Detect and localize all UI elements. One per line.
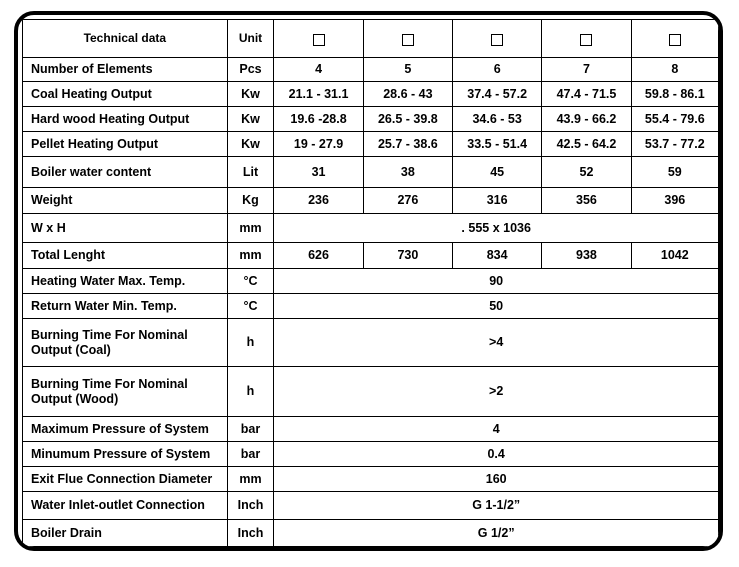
row-label: Coal Heating Output (23, 82, 228, 107)
row-label: Heating Water Max. Temp. (23, 269, 228, 294)
table-cell: 55.4 - 79.6 (631, 107, 718, 132)
row-label: Minumum Pressure of System (23, 442, 228, 467)
row-unit: Kw (227, 132, 274, 157)
row-unit: °C (227, 294, 274, 319)
checkbox-icon[interactable] (313, 34, 325, 46)
table-cell: 28.6 - 43 (363, 82, 452, 107)
technical-data-table (22, 19, 719, 547)
merged-value-cell: 4 (274, 417, 719, 442)
table-cell: 25.7 - 38.6 (363, 132, 452, 157)
table-row (23, 243, 719, 269)
row-label: Boiler water content (23, 157, 228, 188)
table-row (23, 107, 719, 132)
table-row (23, 417, 719, 442)
row-unit: Kw (227, 82, 274, 107)
row-label: Exit Flue Connection Diameter (23, 467, 228, 492)
table-cell: 53.7 - 77.2 (631, 132, 718, 157)
table-cell: 38 (363, 157, 452, 188)
table-cell: 31 (274, 157, 363, 188)
row-unit: mm (227, 214, 274, 243)
row-label: W x H (23, 214, 228, 243)
model-column-header (542, 20, 631, 58)
table-cell: 626 (274, 243, 363, 269)
model-column-header (631, 20, 718, 58)
checkbox-icon[interactable] (580, 34, 592, 46)
table-cell: 21.1 - 31.1 (274, 82, 363, 107)
row-label: Burning Time For Nominal Output (Wood) (23, 367, 228, 417)
row-unit: Kw (227, 107, 274, 132)
row-unit: h (227, 319, 274, 367)
table-cell: 4 (274, 58, 363, 82)
table-row (23, 492, 719, 520)
table-cell: 276 (363, 188, 452, 214)
table-row (23, 269, 719, 294)
table-cell: 834 (453, 243, 542, 269)
table-cell: 5 (363, 58, 452, 82)
checkbox-icon[interactable] (402, 34, 414, 46)
row-unit: mm (227, 467, 274, 492)
table-cell: 730 (363, 243, 452, 269)
merged-value-cell: G 1/2” (274, 520, 719, 547)
merged-value-cell: . 555 x 1036 (274, 214, 719, 243)
row-label: Weight (23, 188, 228, 214)
table-cell: 37.4 - 57.2 (453, 82, 542, 107)
table-cell: 396 (631, 188, 718, 214)
table-cell: 6 (453, 58, 542, 82)
row-unit: Inch (227, 492, 274, 520)
checkbox-icon[interactable] (669, 34, 681, 46)
table-row (23, 367, 719, 417)
table-row (23, 442, 719, 467)
table-row (23, 188, 719, 214)
row-unit: Pcs (227, 58, 274, 82)
row-label: Water Inlet-outlet Connection (23, 492, 228, 520)
merged-value-cell: >4 (274, 319, 719, 367)
table-cell: 356 (542, 188, 631, 214)
table-row (23, 58, 719, 82)
table-cell: 43.9 - 66.2 (542, 107, 631, 132)
table-cell: 19 - 27.9 (274, 132, 363, 157)
table-cell: 8 (631, 58, 718, 82)
row-label: Total Lenght (23, 243, 228, 269)
merged-value-cell: >2 (274, 367, 719, 417)
table-row (23, 132, 719, 157)
model-column-header (274, 20, 363, 58)
technical-data-heading: Technical data (23, 20, 228, 58)
table-row (23, 294, 719, 319)
row-label: Hard wood Heating Output (23, 107, 228, 132)
model-column-header (453, 20, 542, 58)
row-unit: mm (227, 243, 274, 269)
table-row (23, 319, 719, 367)
table-cell: 19.6 -28.8 (274, 107, 363, 132)
model-column-header (363, 20, 452, 58)
table-cell: 33.5 - 51.4 (453, 132, 542, 157)
merged-value-cell: 0.4 (274, 442, 719, 467)
merged-value-cell: G 1-1/2” (274, 492, 719, 520)
row-label: Burning Time For Nominal Output (Coal) (23, 319, 228, 367)
row-unit: bar (227, 442, 274, 467)
table-cell: 42.5 - 64.2 (542, 132, 631, 157)
table-cell: 59.8 - 86.1 (631, 82, 718, 107)
table-row (23, 157, 719, 188)
unit-heading: Unit (227, 20, 274, 58)
table-cell: 34.6 - 53 (453, 107, 542, 132)
table-cell: 236 (274, 188, 363, 214)
row-label: Number of Elements (23, 58, 228, 82)
merged-value-cell: 160 (274, 467, 719, 492)
table-row (23, 82, 719, 107)
merged-value-cell: 90 (274, 269, 719, 294)
table-cell: 59 (631, 157, 718, 188)
table-cell: 47.4 - 71.5 (542, 82, 631, 107)
row-unit: Inch (227, 520, 274, 547)
technical-data-frame (14, 11, 723, 551)
table-cell: 7 (542, 58, 631, 82)
table-cell: 316 (453, 188, 542, 214)
table-row (23, 214, 719, 243)
row-label: Return Water Min. Temp. (23, 294, 228, 319)
row-unit: °C (227, 269, 274, 294)
table-cell: 26.5 - 39.8 (363, 107, 452, 132)
table-cell: 1042 (631, 243, 718, 269)
row-label: Maximum Pressure of System (23, 417, 228, 442)
row-label: Pellet Heating Output (23, 132, 228, 157)
row-unit: h (227, 367, 274, 417)
table-row (23, 467, 719, 492)
checkbox-icon[interactable] (491, 34, 503, 46)
table-row (23, 520, 719, 547)
merged-value-cell: 50 (274, 294, 719, 319)
table-cell: 938 (542, 243, 631, 269)
table-cell: 52 (542, 157, 631, 188)
row-unit: Kg (227, 188, 274, 214)
header-row (23, 20, 719, 58)
row-unit: bar (227, 417, 274, 442)
table-cell: 45 (453, 157, 542, 188)
row-unit: Lit (227, 157, 274, 188)
row-label: Boiler Drain (23, 520, 228, 547)
